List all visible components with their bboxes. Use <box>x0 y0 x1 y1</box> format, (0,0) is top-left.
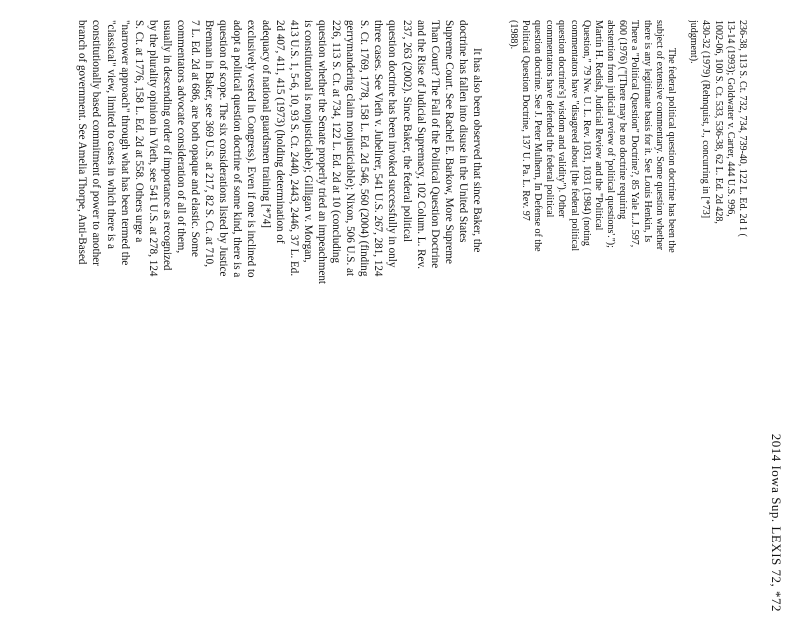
text-line: is constitutional is nonjusticiable); Gilligan v. Morgan, <box>301 20 314 263</box>
upper-text-block <box>498 20 748 610</box>
text-line: Than Court? The Fall of the Political Question Doctrine <box>428 20 441 269</box>
text-line: There a "Political Question" Doctrine?, 85 Yale L.J. 597, <box>629 20 641 248</box>
text-line: S. Ct. 1769, 1778, 158 L. Ed. 2d 546, 560 (2004) (finding <box>358 20 371 277</box>
text-line: 236-38, 113 S. Ct. 732, 734, 739-40, 122 L. Ed. 2d 1 ( <box>737 20 748 237</box>
text-line: 600 (1976) ("[There may be no doctrine requiring <box>617 20 629 220</box>
text-line: Supreme Court. See Rachel E. Barkow, More Supreme <box>442 20 455 264</box>
text-line: 1002-06, 100 S. Ct. 533, 536-38, 62 L. Ed. 2d 428, <box>712 20 724 224</box>
text-line: "classical" view, limited to cases in which there is a <box>104 20 117 249</box>
text-line: adequacy of national guardsmen training [*74] <box>259 20 272 228</box>
text-line: 13-14 (1993); Goldwater v. Carter, 444 U.S. 996, <box>724 20 736 217</box>
text-line: commentators have "disagreed about [the federal political <box>568 20 580 252</box>
text-line: 413 U.S. 1, 5-6, 10, 93 S. Ct. 2440, 2443, 2446, 37 L. Ed. <box>287 20 300 277</box>
text-line: gerrymandering claim nonjusticiable); Nixon, 506 U.S. at <box>344 20 357 277</box>
text-line: Martin H. Redish, Judicial Review and the "Political <box>592 20 604 231</box>
text-line: Question," 79 Nw. U. L. Rev. 1031, 1031 (1984) (noting <box>580 20 592 246</box>
text-line: and the Rise of Judicial Supremacy, 102 Colum. L. Rev. <box>414 20 427 270</box>
text-line: S. Ct. at 1776, 158 L. Ed. 2d at 558. Others urge a <box>132 20 145 243</box>
text-line: commentators have defended the federal political <box>544 20 556 218</box>
text-line: abstention from judicial review of 'political questions'."); <box>605 20 617 248</box>
text-line: Political Question Doctrine, 137 U. Pa. L. Rev. 97 <box>519 20 531 221</box>
text-line: question doctrine's] wisdom and validity"). Other <box>556 20 568 218</box>
text-line: 226, 113 S. Ct. at 734, 122 L. Ed. 2d at 10 (concluding <box>330 20 343 264</box>
text-line: commentators advocate consideration of all of them, <box>175 20 188 254</box>
text-line: It has also been observed that since Baker, the <box>471 48 483 253</box>
text-line: (1988). <box>507 20 519 50</box>
text-line: there is any legitimate basis for it. See Louis Henkin, Is <box>641 20 653 243</box>
text-line: question whether the Senate properly tried an impeachment <box>315 20 328 285</box>
text-line: The federal political question doctrine has been the <box>666 48 678 253</box>
text-line: three cases. See Vieth v. Jubelirer, 541 U.S. 267, 281, 124 <box>372 20 385 277</box>
running-header: 2014 Iowa Sup. LEXIS 72, *72 <box>769 433 784 612</box>
text-line: "narrower approach" through what has been termed the <box>118 20 131 266</box>
text-line: question doctrine. See J. Peter Mulhern, In Defense of the <box>532 20 543 252</box>
text-line: Brennan in Baker, see 369 U.S. at 217, 82 S. Ct. at 710, <box>203 20 216 267</box>
text-line: constitutionally based commitment of power to another <box>90 20 103 266</box>
text-line: subject of extensive commentary. Some question whether <box>653 20 665 251</box>
text-line: 2d 407, 411, 415 (1973) (holding determination of <box>273 20 286 244</box>
text-line: 237, 263 (2002). Since Baker, the federal political <box>400 20 413 242</box>
text-line: 430-32 (1979) (Rehnquist, J., concurring in [*73] <box>700 20 712 219</box>
text-line: judgment). <box>688 20 700 64</box>
text-line: by the plurality opinion in Vieth, see 541 U.S. at 278, 124 <box>146 20 159 277</box>
text-line: usually in descending order of importance as recognized <box>160 20 173 271</box>
lower-text-block <box>4 20 484 610</box>
text-line: exclusively vested in Congress). Even if one is inclined to <box>245 20 258 278</box>
text-line: question of scope. The six considerations listed by Justice <box>217 20 230 277</box>
text-line: question doctrine has been invoked successfully in only <box>386 20 399 268</box>
text-line: doctrine has fallen into disuse in the United States <box>456 20 469 243</box>
text-line: branch of government. See Amelia Thorpe, Anti-Based <box>76 20 89 265</box>
text-line: 7 L. Ed. 2d at 686, are both opaque and elastic. Some <box>189 20 202 257</box>
text-line: adopt a political question doctrine of some kind, there is a <box>231 20 244 278</box>
